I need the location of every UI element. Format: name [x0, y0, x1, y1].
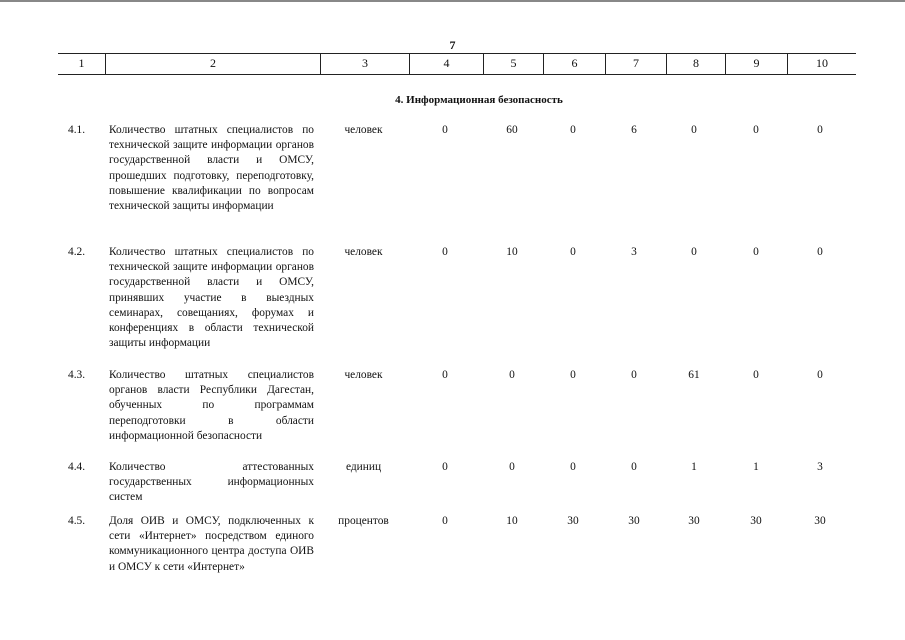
value-col-6: 0 — [570, 461, 576, 473]
value-col-9: 0 — [753, 124, 759, 136]
header-col-10: 10 — [787, 54, 856, 74]
header-col-4: 4 — [409, 54, 483, 74]
value-col-10: 0 — [817, 246, 823, 258]
value-col-9: 1 — [753, 461, 759, 473]
indicator-description: Доля ОИВ и ОМСУ, подключенных к сети «Интернет» посредством единого коммуникационного центра доступа ОИВ и ОМСУ к сети «Интернет» — [109, 515, 314, 573]
indicator-description: Количество штатных специалистов органов власти Республики Дагестан, обученных по программам переподготовки в области информационной безопасности — [109, 369, 314, 442]
value-col-5: 60 — [506, 124, 518, 136]
header-col-9: 9 — [725, 54, 787, 74]
header-col-1: 1 — [78, 56, 85, 70]
value-col-4: 0 — [442, 124, 448, 136]
value-col-9: 0 — [753, 369, 759, 381]
page-number: 7 — [449, 38, 456, 52]
indicator-description: Количество штатных специалистов по технической защите информации органов государственной власти и ОМСУ, принявших участие в выездных семинарах, совещаниях, форумах и конференциях в области технической защиты информации — [109, 246, 314, 350]
row-number: 4.5. — [68, 515, 86, 527]
unit-of-measure: единиц — [345, 461, 382, 473]
value-col-10: 30 — [814, 515, 826, 527]
value-col-5: 10 — [506, 246, 518, 258]
value-col-8: 1 — [691, 461, 697, 473]
unit-of-measure: человек — [344, 369, 383, 381]
value-col-7: 30 — [628, 515, 640, 527]
column-number-header — [58, 53, 856, 75]
value-col-5: 0 — [509, 461, 515, 473]
value-col-4: 0 — [442, 461, 448, 473]
value-col-6: 30 — [567, 515, 579, 527]
unit-of-measure: человек — [344, 246, 383, 258]
unit-of-measure: процентов — [338, 515, 389, 527]
value-col-7: 0 — [631, 369, 637, 381]
header-col-2: 2 — [105, 54, 320, 74]
row-number: 4.1. — [68, 124, 86, 136]
row-number: 4.2. — [68, 246, 86, 258]
value-col-10: 3 — [817, 461, 823, 473]
value-col-8: 61 — [688, 369, 700, 381]
value-col-7: 0 — [631, 461, 637, 473]
header-col-8: 8 — [666, 54, 725, 74]
value-col-9: 30 — [750, 515, 762, 527]
value-col-7: 3 — [631, 246, 637, 258]
indicator-description: Количество штатных специалистов по технической защите информации органов государственной власти и ОМСУ, прошедших подготовку, переподготовку, повышение квалификации по вопросам технической защиты информации — [109, 124, 314, 213]
value-col-8: 0 — [691, 246, 697, 258]
value-col-6: 0 — [570, 246, 576, 258]
value-col-4: 0 — [442, 246, 448, 258]
value-col-4: 0 — [442, 515, 448, 527]
value-col-10: 0 — [817, 124, 823, 136]
value-col-5: 10 — [506, 515, 518, 527]
unit-of-measure: человек — [344, 124, 383, 136]
header-col-7: 7 — [605, 54, 666, 74]
value-col-9: 0 — [753, 246, 759, 258]
value-col-8: 30 — [688, 515, 700, 527]
header-col-5: 5 — [483, 54, 543, 74]
section-title: 4. Информационная безопасность — [395, 94, 563, 106]
header-col-6: 6 — [543, 54, 605, 74]
value-col-5: 0 — [509, 369, 515, 381]
value-col-6: 0 — [570, 369, 576, 381]
value-col-7: 6 — [631, 124, 637, 136]
top-border-line — [0, 0, 905, 2]
value-col-10: 0 — [817, 369, 823, 381]
value-col-4: 0 — [442, 369, 448, 381]
row-number: 4.3. — [68, 369, 86, 381]
row-number: 4.4. — [68, 461, 86, 473]
indicator-description: Количество аттестованных государственных информационных систем — [109, 461, 314, 504]
value-col-8: 0 — [691, 124, 697, 136]
value-col-6: 0 — [570, 124, 576, 136]
header-col-3: 3 — [320, 54, 409, 74]
